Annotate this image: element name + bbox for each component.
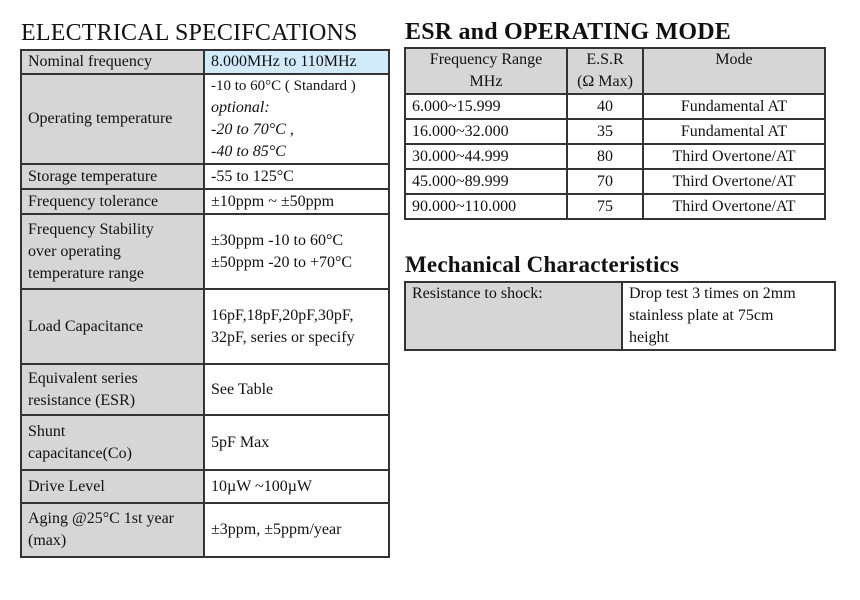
table-row [405, 169, 825, 194]
table-row [21, 50, 389, 74]
spec-label: Storage temperature [21, 164, 204, 189]
spec-label [21, 364, 204, 415]
header-line: E.S.R [586, 51, 624, 68]
mode-cell: Third Overtone/AT [643, 194, 825, 219]
mode-cell: Third Overtone/AT [643, 169, 825, 194]
table-row [405, 144, 825, 169]
spec-value-line: optional: [211, 99, 270, 116]
range-cell: 16.000~32.000 [405, 119, 567, 144]
spec-label-line: Frequency Stability [28, 220, 154, 238]
esr-cell: 80 [567, 144, 643, 169]
spec-label-line: capacitance(Co) [28, 444, 132, 462]
spec-value: ±10ppm ~ ±50ppm [204, 189, 389, 214]
spec-label: Drive Level [21, 470, 204, 503]
table-row [405, 94, 825, 119]
spec-label-line: resistance (ESR) [28, 391, 136, 409]
mechanical-table [404, 281, 836, 351]
spec-value-line: 32pF, series or specify [211, 328, 355, 346]
spec-value-line: ±50ppm -20 to +70°C [211, 253, 353, 271]
table-row [21, 503, 389, 557]
table-row [21, 415, 389, 470]
spec-label-line: over operating [28, 242, 121, 260]
spec-value [204, 289, 389, 364]
spec-label: Load Capacitance [21, 289, 204, 364]
spec-label: Operating temperature [21, 74, 204, 164]
spec-label: Frequency tolerance [21, 189, 204, 214]
spec-label-line: Shunt [28, 422, 66, 440]
table-row [21, 289, 389, 364]
esr-cell: 75 [567, 194, 643, 219]
esr-cell: 40 [567, 94, 643, 119]
mechanical-value-line: Drop test 3 times on 2mm [629, 285, 796, 302]
esr-cell: 35 [567, 119, 643, 144]
spec-label [21, 415, 204, 470]
spec-label [21, 503, 204, 557]
range-cell: 6.000~15.999 [405, 94, 567, 119]
range-cell: 30.000~44.999 [405, 144, 567, 169]
mechanical-label: Resistance to shock: [405, 282, 622, 350]
table-row [21, 164, 389, 189]
table-header-row [405, 48, 825, 94]
esr-mode-table [404, 47, 826, 220]
spec-value: 8.000MHz to 110MHz [204, 50, 389, 74]
spec-value-line: 16pF,18pF,20pF,30pF, [211, 306, 354, 324]
header-line: MHz [469, 73, 503, 90]
mechanical-value [622, 282, 835, 350]
electrical-specs-table [20, 49, 390, 558]
table-row [21, 214, 389, 289]
spec-value: 10µW ~100µW [204, 470, 389, 503]
mode-cell: Fundamental AT [643, 119, 825, 144]
spec-label [21, 214, 204, 289]
table-row [405, 282, 835, 350]
column-header-esr [567, 48, 643, 94]
spec-value-line: -10 to 60°C ( Standard ) [211, 78, 356, 94]
spec-label-line: Aging @25°C 1st year [28, 510, 175, 527]
spec-value-line: -40 to 85°C [211, 143, 286, 160]
spec-value: -55 to 125°C [204, 164, 389, 189]
spec-value-line: -20 to 70°C , [211, 121, 294, 138]
table-row [405, 194, 825, 219]
spec-label-line: Equivalent series [28, 369, 138, 387]
electrical-specs-title: ELECTRICAL SPECIFCATIONS [21, 20, 358, 46]
table-row [21, 470, 389, 503]
spec-label-line: temperature range [28, 264, 144, 282]
table-row [21, 364, 389, 415]
header-line: Frequency Range [429, 51, 543, 68]
column-header-mode: Mode [643, 48, 825, 94]
esr-mode-title: ESR and OPERATING MODE [405, 19, 732, 45]
range-cell: 45.000~89.999 [405, 169, 567, 194]
table-row [405, 119, 825, 144]
column-header-range [405, 48, 567, 94]
spec-value: See Table [204, 364, 389, 415]
esr-cell: 70 [567, 169, 643, 194]
range-cell: 90.000~110.000 [405, 194, 567, 219]
spec-value-line: ±30ppm -10 to 60°C [211, 231, 344, 249]
mechanical-value-line: height [629, 329, 669, 346]
mechanical-value-line: stainless plate at 75cm [629, 307, 774, 324]
mode-cell: Fundamental AT [643, 94, 825, 119]
spec-value: 5pF Max [204, 415, 389, 470]
table-row [21, 74, 389, 164]
table-row [21, 189, 389, 214]
header-line: (Ω Max) [577, 73, 633, 90]
spec-value [204, 214, 389, 289]
mechanical-title: Mechanical Characteristics [405, 252, 680, 277]
spec-label-line: (max) [28, 532, 67, 549]
spec-label: Nominal frequency [21, 50, 204, 74]
spec-value [204, 74, 389, 164]
mode-cell: Third Overtone/AT [643, 144, 825, 169]
spec-value: ±3ppm, ±5ppm/year [204, 503, 389, 557]
